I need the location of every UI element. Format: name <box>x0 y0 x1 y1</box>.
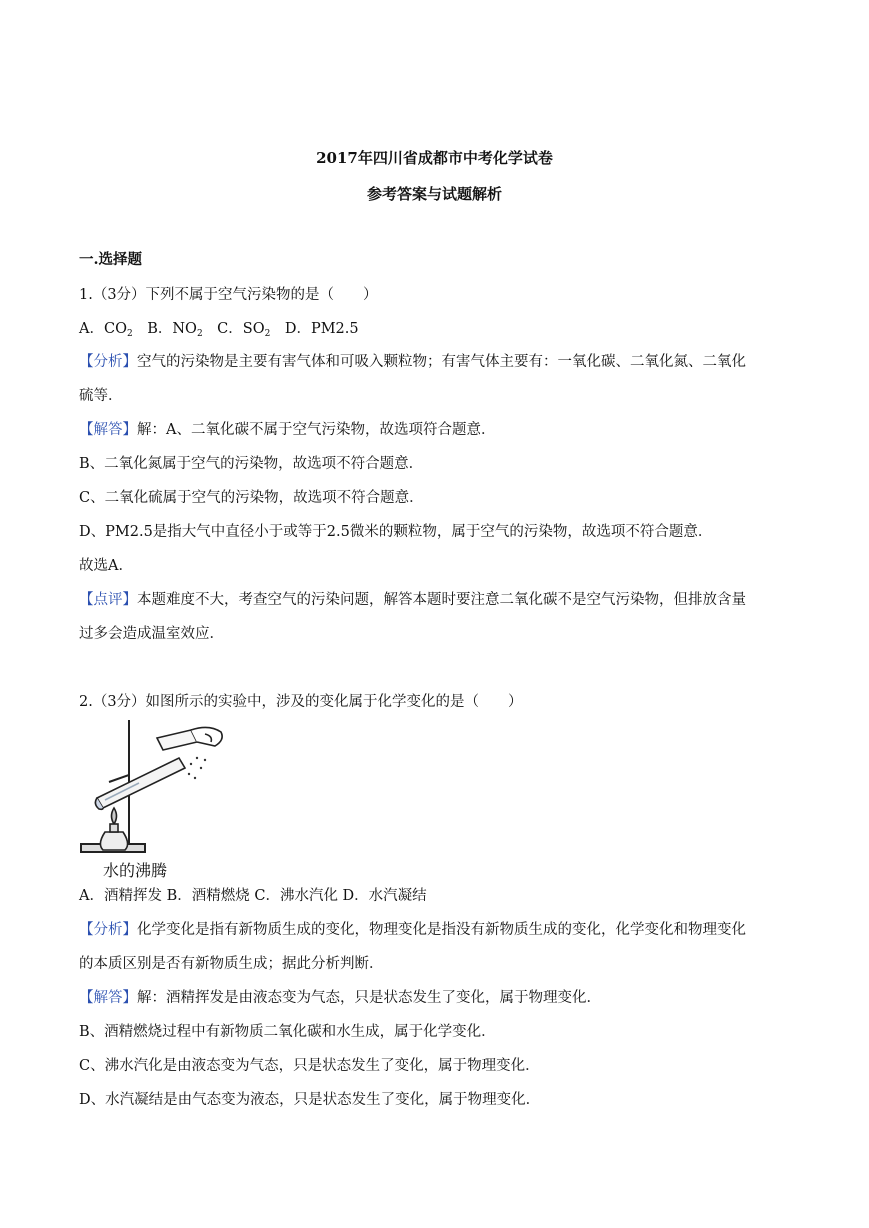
section-heading: 一.选择题 <box>79 251 143 268</box>
q2-stem: 2.（3分）如图所示的实验中，涉及的变化属于化学变化的是（ ） <box>79 694 523 710</box>
q1-stem: 1.（3分）下列不属于空气污染物的是（ ） <box>79 287 378 303</box>
figure-caption: 水的沸腾 <box>103 861 168 880</box>
q1-option-d: D．PM2.5 <box>270 321 359 337</box>
q1-answer-text-5: 故选A． <box>79 558 133 574</box>
q2-analysis-text-1: 化学变化是指有新物质生成的变化，物理变化是指没有新物质生成的变化，化学变化和物理变化 <box>137 922 746 938</box>
q1-option-b-subscript: 2 <box>196 329 203 339</box>
test-tube-icon <box>95 758 185 809</box>
q1-option-a: A．CO <box>79 321 127 337</box>
q2-answer-text-1: 解：酒精挥发是由液态变为气态，只是状态发生了变化，属于物理变化． <box>137 990 601 1006</box>
q2-answer-tag: 【解答】 <box>79 990 137 1006</box>
alcohol-lamp-icon <box>100 808 127 850</box>
q1-analysis <box>79 352 746 372</box>
q1-option-c: C．SO <box>202 321 265 337</box>
q1-option-c-subscript: 2 <box>264 329 271 339</box>
q2-options: A．酒精挥发 B．酒精燃烧 C．沸水汽化 D．水汽凝结 <box>79 888 427 904</box>
q2-answer-text-3: C、沸水汽化是由液态变为气态，只是状态发生了变化，属于物理变化． <box>79 1058 540 1074</box>
q1-option-a-subscript: 2 <box>126 329 133 339</box>
q1-answer-text-1: 解：A、二氧化碳不属于空气污染物，故选项符合题意． <box>137 422 496 438</box>
q1-comment <box>79 590 746 610</box>
q2-analysis <box>79 920 746 940</box>
q2-answer-text-2: B、酒精燃烧过程中有新物质二氧化碳和水生成，属于化学变化． <box>79 1024 496 1040</box>
q1-analysis-text-1: 空气的污染物是主要有害气体和可吸入颗粒物；有害气体主要有：一氧化碳、二氧化氮、二氧化 <box>137 354 746 370</box>
q1-answer-tag: 【解答】 <box>79 422 137 438</box>
q2-answer <box>79 988 601 1008</box>
q1-answer-text-3: C、二氧化硫属于空气的污染物，故选项不符合题意． <box>79 490 424 506</box>
q1-answer-text-4: D、PM2.5是指大气中直径小于或等于2.5微米的颗粒物，属于空气的污染物，故选项不符合题意． <box>79 524 713 540</box>
page-subtitle: 参考答案与试题解析 <box>366 185 502 203</box>
glass-plate-and-hand-icon <box>157 727 222 750</box>
q1-answer-text-2: B、二氧化氮属于空气的污染物，故选项不符合题意． <box>79 456 424 472</box>
q1-analysis-text-2: 硫等． <box>79 388 123 404</box>
q1-comment-text-1: 本题难度不大，考查空气的污染问题，解答本题时要注意二氧化碳不是空气污染物，但排放含量 <box>137 592 746 608</box>
q1-answer <box>79 420 495 440</box>
page-title: 2017年四川省成都市中考化学试卷 <box>316 149 553 167</box>
q1-options <box>79 319 359 344</box>
water-droplets-icon <box>188 757 206 779</box>
q1-comment-tag: 【点评】 <box>79 592 137 608</box>
q1-option-b: B．NO <box>132 321 197 337</box>
q1-analysis-tag: 【分析】 <box>79 354 137 370</box>
q2-analysis-tag: 【分析】 <box>79 922 137 938</box>
boiling-water-apparatus-figure <box>79 720 229 880</box>
q2-analysis-text-2: 的本质区别是否有新物质生成；据此分析判断． <box>79 956 384 972</box>
q2-answer-text-4: D、水汽凝结是由气态变为液态，只是状态发生了变化，属于物理变化． <box>79 1092 541 1108</box>
q1-comment-text-2: 过多会造成温室效应． <box>79 626 224 642</box>
